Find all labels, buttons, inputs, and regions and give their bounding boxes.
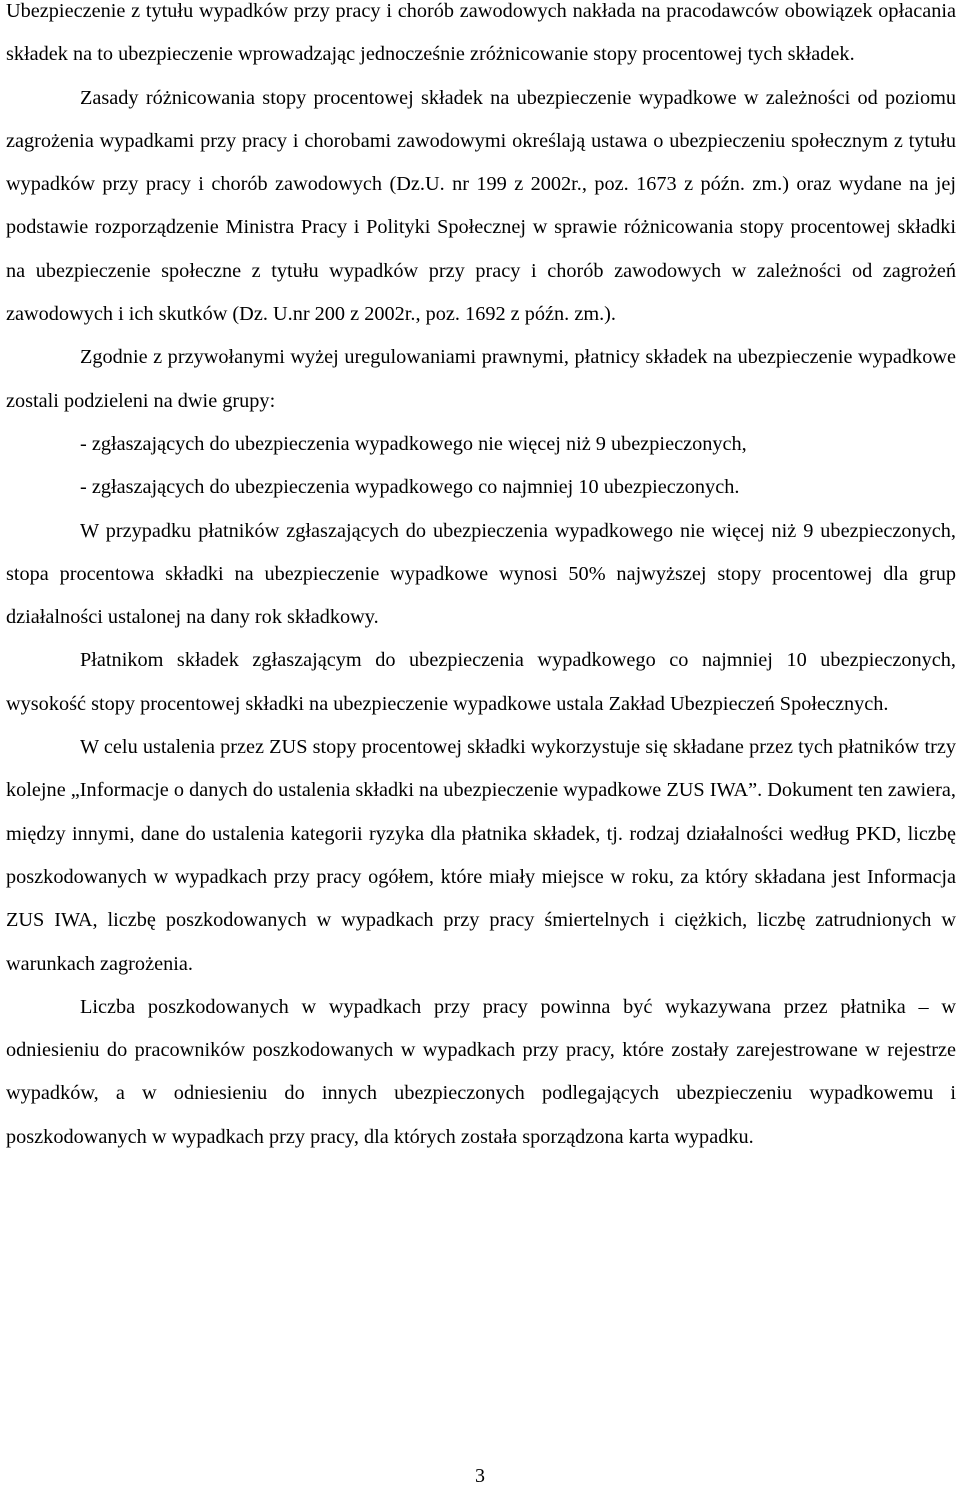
document-page	[6, 0, 956, 1159]
list-item-group-small: - zgłaszających do ubezpieczenia wypadkowego nie więcej niż 9 ubezpieczonych,	[80, 432, 747, 455]
paragraph-payer-groups: Zgodnie z przywołanymi wyżej uregulowaniami prawnymi, płatnicy składek na ubezpieczenie wypadkowe zostali podzieleni na dwie grupy:	[6, 346, 956, 412]
paragraph-intro: Ubezpieczenie z tytułu wypadków przy pracy i chorób zawodowych nakłada na pracodawców obowiązek opłacania składek na to ubezpieczenie wprowadzając jednocześnie zróżnicowanie stopy procentowej tych składek.	[6, 0, 956, 66]
paragraph-large-payers-rate: Płatnikom składek zgłaszającym do ubezpieczenia wypadkowego co najmniej 10 ubezpieczonych, wysokość stopy procentowej składki na ubezpieczenie wypadkowe ustala Zakład Ubezpieczeń Społecznych.	[6, 649, 956, 715]
list-item-group-large: - zgłaszających do ubezpieczenia wypadkowego co najmniej 10 ubezpieczonych.	[80, 476, 740, 499]
paragraph-legal-basis: Zasady różnicowania stopy procentowej składek na ubezpieczenie wypadkowe w zależności od poziomu zagrożenia wypadkami przy pracy i chorobami zawodowymi określają ustawa o ubezpieczeniu społecznym z tytułu wypadków przy pracy i chorób zawodowych (Dz.U. nr 199 z 2002r., poz. 1673 z późn. zm.) oraz wydane na jej podstawie rozporządzenie Ministra Pracy i Polityki Społecznej w sprawie różnicowania stopy procentowej składki na ubezpieczenie społeczne z tytułu wypadków przy pracy i chorób zawodowych w zależności od zagrożeń zawodowych i ich skutków (Dz. U.nr 200 z 2002r., poz. 1692 z późn. zm.).	[6, 86, 956, 326]
paragraph-small-payers-rate: W przypadku płatników zgłaszających do ubezpieczenia wypadkowego nie więcej niż 9 ubezpieczonych, stopa procentowa składki na ubezpieczenie wypadkowe wynosi 50% najwyższej stopy procentowej dla grup działalności ustalonej na dany rok składkowy.	[6, 519, 956, 629]
paragraph-zus-iwa: W celu ustalenia przez ZUS stopy procentowej składki wykorzystuje się składane przez tych płatników trzy kolejne „Informacje o danych do ustalenia składki na ubezpieczenie wypadkowe ZUS IWA”. Dokument ten zawiera, między innymi, dane do ustalenia kategorii ryzyka dla płatnika składek, tj. rodzaj działalności według PKD, liczbę poszkodowanych w wypadkach przy pracy ogółem, które miały miejsce w roku, za który składana jest Informacja ZUS IWA, liczbę poszkodowanych w wypadkach przy pracy śmiertelnych i ciężkich, liczbę zatrudnionych w warunkach zagrożenia.	[6, 736, 956, 975]
paragraph-injured-count: Liczba poszkodowanych w wypadkach przy pracy powinna być wykazywana przez płatnika – w odniesieniu do pracowników poszkodowanych w wypadkach przy pracy, które zostały zarejestrowane w rejestrze wypadków, a w odniesieniu do innych ubezpieczonych podlegających ubezpieczeniu wypadkowemu i poszkodowanych w wypadkach przy pracy, dla których została sporządzona karta wypadku.	[6, 995, 956, 1148]
page-number: 3	[475, 1465, 485, 1487]
